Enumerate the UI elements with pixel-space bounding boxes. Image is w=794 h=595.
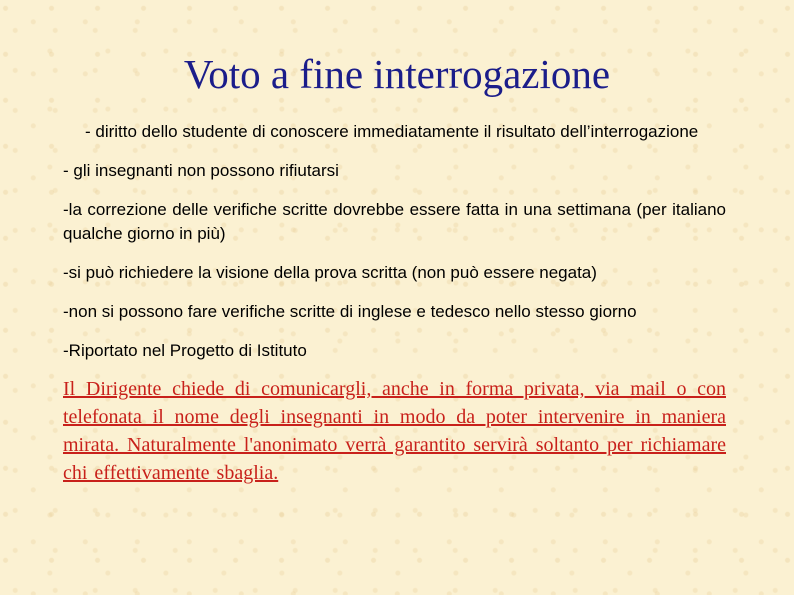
bullet-teachers-cannot-refuse: - gli insegnanti non possono rifiutarsi (63, 161, 339, 180)
slide-body (63, 120, 726, 487)
bullet-institute-project: -Riportato nel Progetto di Istituto (63, 341, 307, 360)
bullet-correction-time: -la correzione delle verifiche scritte dovrebbe essere fatta in una settimana (per italiano qualche giorno in più) (63, 200, 726, 243)
bullet-no-two-tests-same-day: -non si possono fare verifiche scritte di inglese e tedesco nello stesso giorno (63, 302, 637, 321)
bullet-right-to-know: - diritto dello studente di conoscere immediatamente il risultato dell’interrogazione (85, 122, 699, 141)
bullet-view-written-test: -si può richiedere la visione della prova scritta (non può essere negata) (63, 263, 597, 282)
principal-notice: Il Dirigente chiede di comunicargli, anche in forma privata, via mail o con telefonata il nome degli insegnanti in modo da poter intervenire in maniera mirata. Naturalmente l'anonimato verrà garantito servirà soltanto per richiamare chi effettivamente sbaglia. (63, 378, 726, 484)
slide-title: Voto a fine interrogazione (183, 51, 611, 97)
